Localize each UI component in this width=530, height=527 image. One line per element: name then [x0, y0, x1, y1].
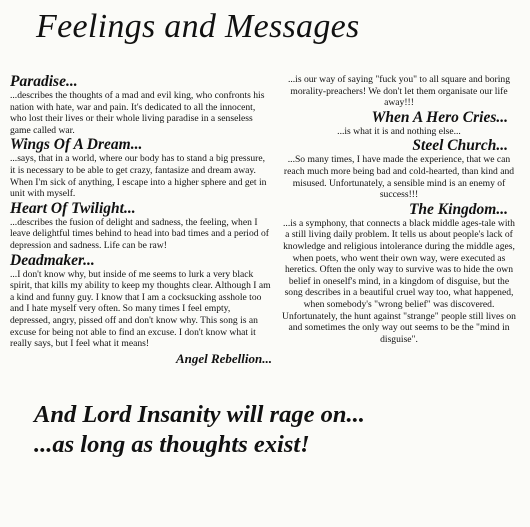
left-column — [10, 74, 272, 366]
section-when-a-hero-cries — [280, 110, 518, 138]
section-text: ...says, that in a world, where our body has to stand a big pressure, it is necessary to be able to get crazy, fantasize and dream away. When I'm sick of anything, I escape into a higher sphere and get in unit with myself. — [10, 153, 267, 200]
section-heading: Wings Of A Dream... — [10, 136, 143, 154]
section-text: ...So many times, I have made the experience, that we can reach much more being bad and cold-hearted, than kind and misused. Unfortunately, a sensible mind is an enemy of success!!! — [283, 154, 515, 201]
section-text-intro: ...is our way of saying "fuck you" to all square and boring morality-preachers! We don't let them organisate our life away!!! — [287, 74, 511, 109]
section-text: ...describes the thoughts of a mad and evil king, who confronts his nation with hate, war and pain. It's dedicated to all the innocent, who lost their lives or their whole living paradise in a senseless game called war. — [10, 90, 265, 136]
section-text: ...describes the fusion of delight and sadness, the feeling, when I leave delightful times behind to head into bad times and a period of depression and sadness. Life can be raw! — [10, 216, 269, 251]
section-text: ...I don't know why, but inside of me seems to lurk a very black spirit, that kills my ability to keep my thoughts clear. Although I am a kind and funny guy. I know that I am a cocksucking asshole too and I hate myself very often. So many times I feel empty, depressed, angry, pissed off and don't know why. This song is an excuse for being not able to find an excuse. I don't know what it really says, but I feel what it means! — [10, 268, 271, 350]
section-deadmaker — [10, 253, 272, 350]
section-the-kingdom — [280, 202, 518, 346]
section-heading: Paradise... — [10, 73, 78, 90]
closing-line-1: And Lord Insanity will rage on... — [34, 401, 365, 428]
section-paradise — [10, 74, 272, 136]
page-title: Feelings and Messages — [36, 8, 360, 45]
section-steel-church — [280, 138, 518, 200]
signature: Angel Rebellion... — [175, 350, 272, 366]
section-heart-of-twilight — [10, 201, 272, 252]
section-heading: When A Hero Cries... — [371, 108, 508, 126]
section-heading: The Kingdom... — [408, 200, 508, 218]
section-heading: Heart Of Twilight... — [10, 199, 136, 217]
right-column — [280, 74, 518, 346]
section-text: ...is a symphony, that connects a black middle ages-tale with a still living daily problem. It tells us about people's lack of knowledge and religious intolerance during the middle ages, when poets, who went their own way, were executed as heretics. Often the only way to survive was to hide the own belief in oneself's mind, in a kingdom of disguise, but the song describes in a beautiful cruel way too, what happened, when somebody's "wrong belief" was discovered. Unfortunately, the hunt against "strange" people still lives on and sometimes the only way out seems to be the "mind in disguise". — [282, 217, 516, 345]
closing-line-2: ...as long as thoughts exist! — [34, 431, 310, 458]
section-text: ...is what it is and nothing else... — [337, 125, 461, 137]
closing-statement — [34, 400, 365, 460]
section-heading: Deadmaker... — [10, 251, 95, 269]
section-wings-of-a-dream — [10, 137, 272, 199]
section-heading: Steel Church... — [412, 137, 508, 155]
